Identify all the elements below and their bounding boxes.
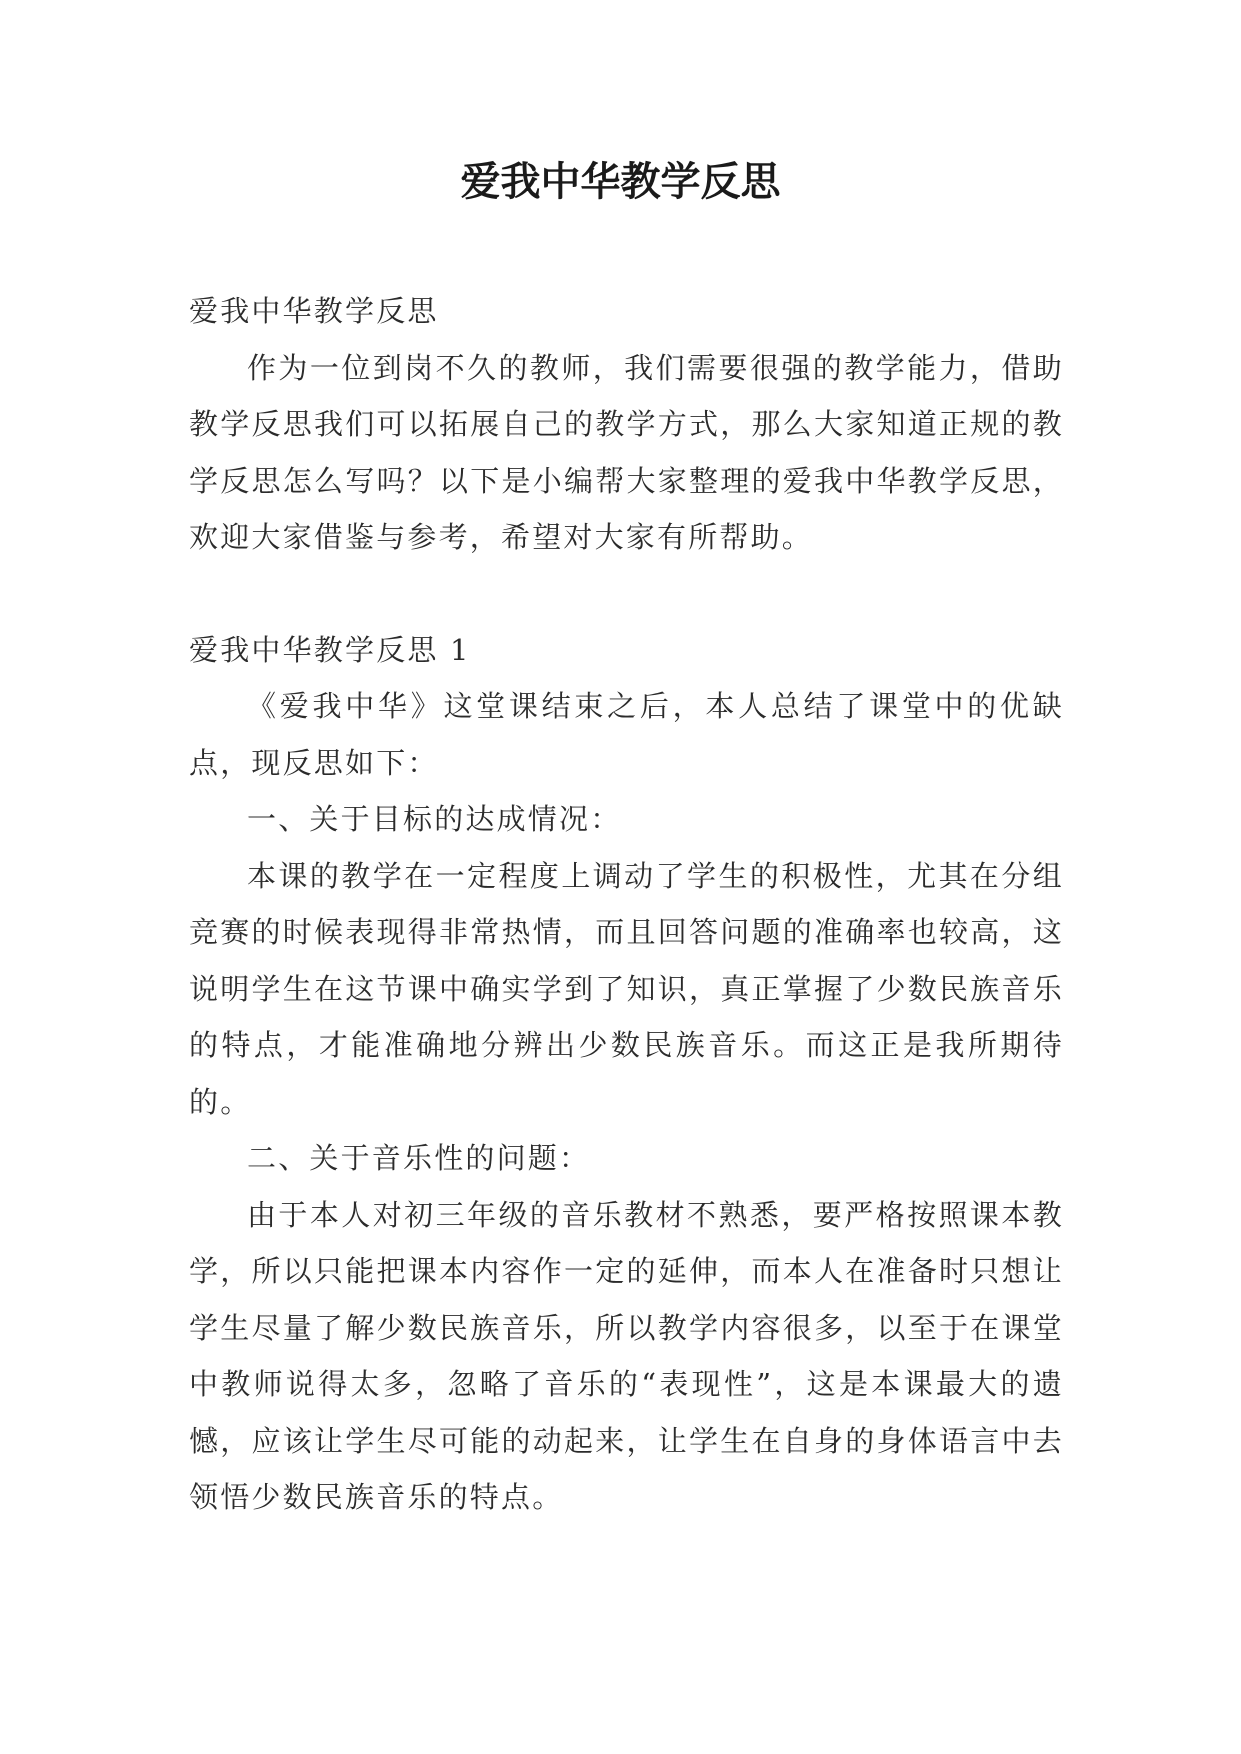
subsection-heading: 一、关于目标的达成情况：	[247, 802, 622, 836]
document-title: 爱我中华教学反思	[460, 159, 781, 205]
body-paragraph: 本课的教学在一定程度上调动了学生的积极性，尤其在分组竞赛的时候表现得非常热情，而且回答问题的准确率也较高，这说明学生在这节课中确实学到了知识，真正掌握了少数民族音乐的特点，才能准确地分辨出少数民族音乐。而这正是我所期待的。	[189, 858, 1064, 1119]
intro-heading: 爱我中华教学反思	[189, 294, 439, 328]
document-body	[189, 283, 1064, 1526]
body-paragraph: 由于本人对初三年级的音乐教材不熟悉，要严格按照课本教学，所以只能把课本内容作一定的延伸，而本人在准备时只想让学生尽量了解少数民族音乐，所以教学内容很多，以至于在课堂中教师说得太多，忽略了音乐的“表现性”，这是本课最大的遗憾，应该让学生尽可能的动起来，让学生在自身的身体语言中去领悟少数民族音乐的特点。	[189, 1197, 1064, 1514]
intro-paragraph: 作为一位到岗不久的教师，我们需要很强的教学能力，借助教学反思我们可以拓展自己的教学方式，那么大家知道正规的教学反思怎么写吗？以下是小编帮大家整理的爱我中华教学反思，欢迎大家借鉴与参考，希望对大家有所帮助。	[189, 350, 1064, 554]
section-heading: 爱我中华教学反思 1	[189, 632, 471, 667]
body-paragraph: 《爱我中华》这堂课结束之后，本人总结了课堂中的优缺点，现反思如下：	[189, 689, 1064, 780]
subsection-heading: 二、关于音乐性的问题：	[247, 1141, 591, 1175]
